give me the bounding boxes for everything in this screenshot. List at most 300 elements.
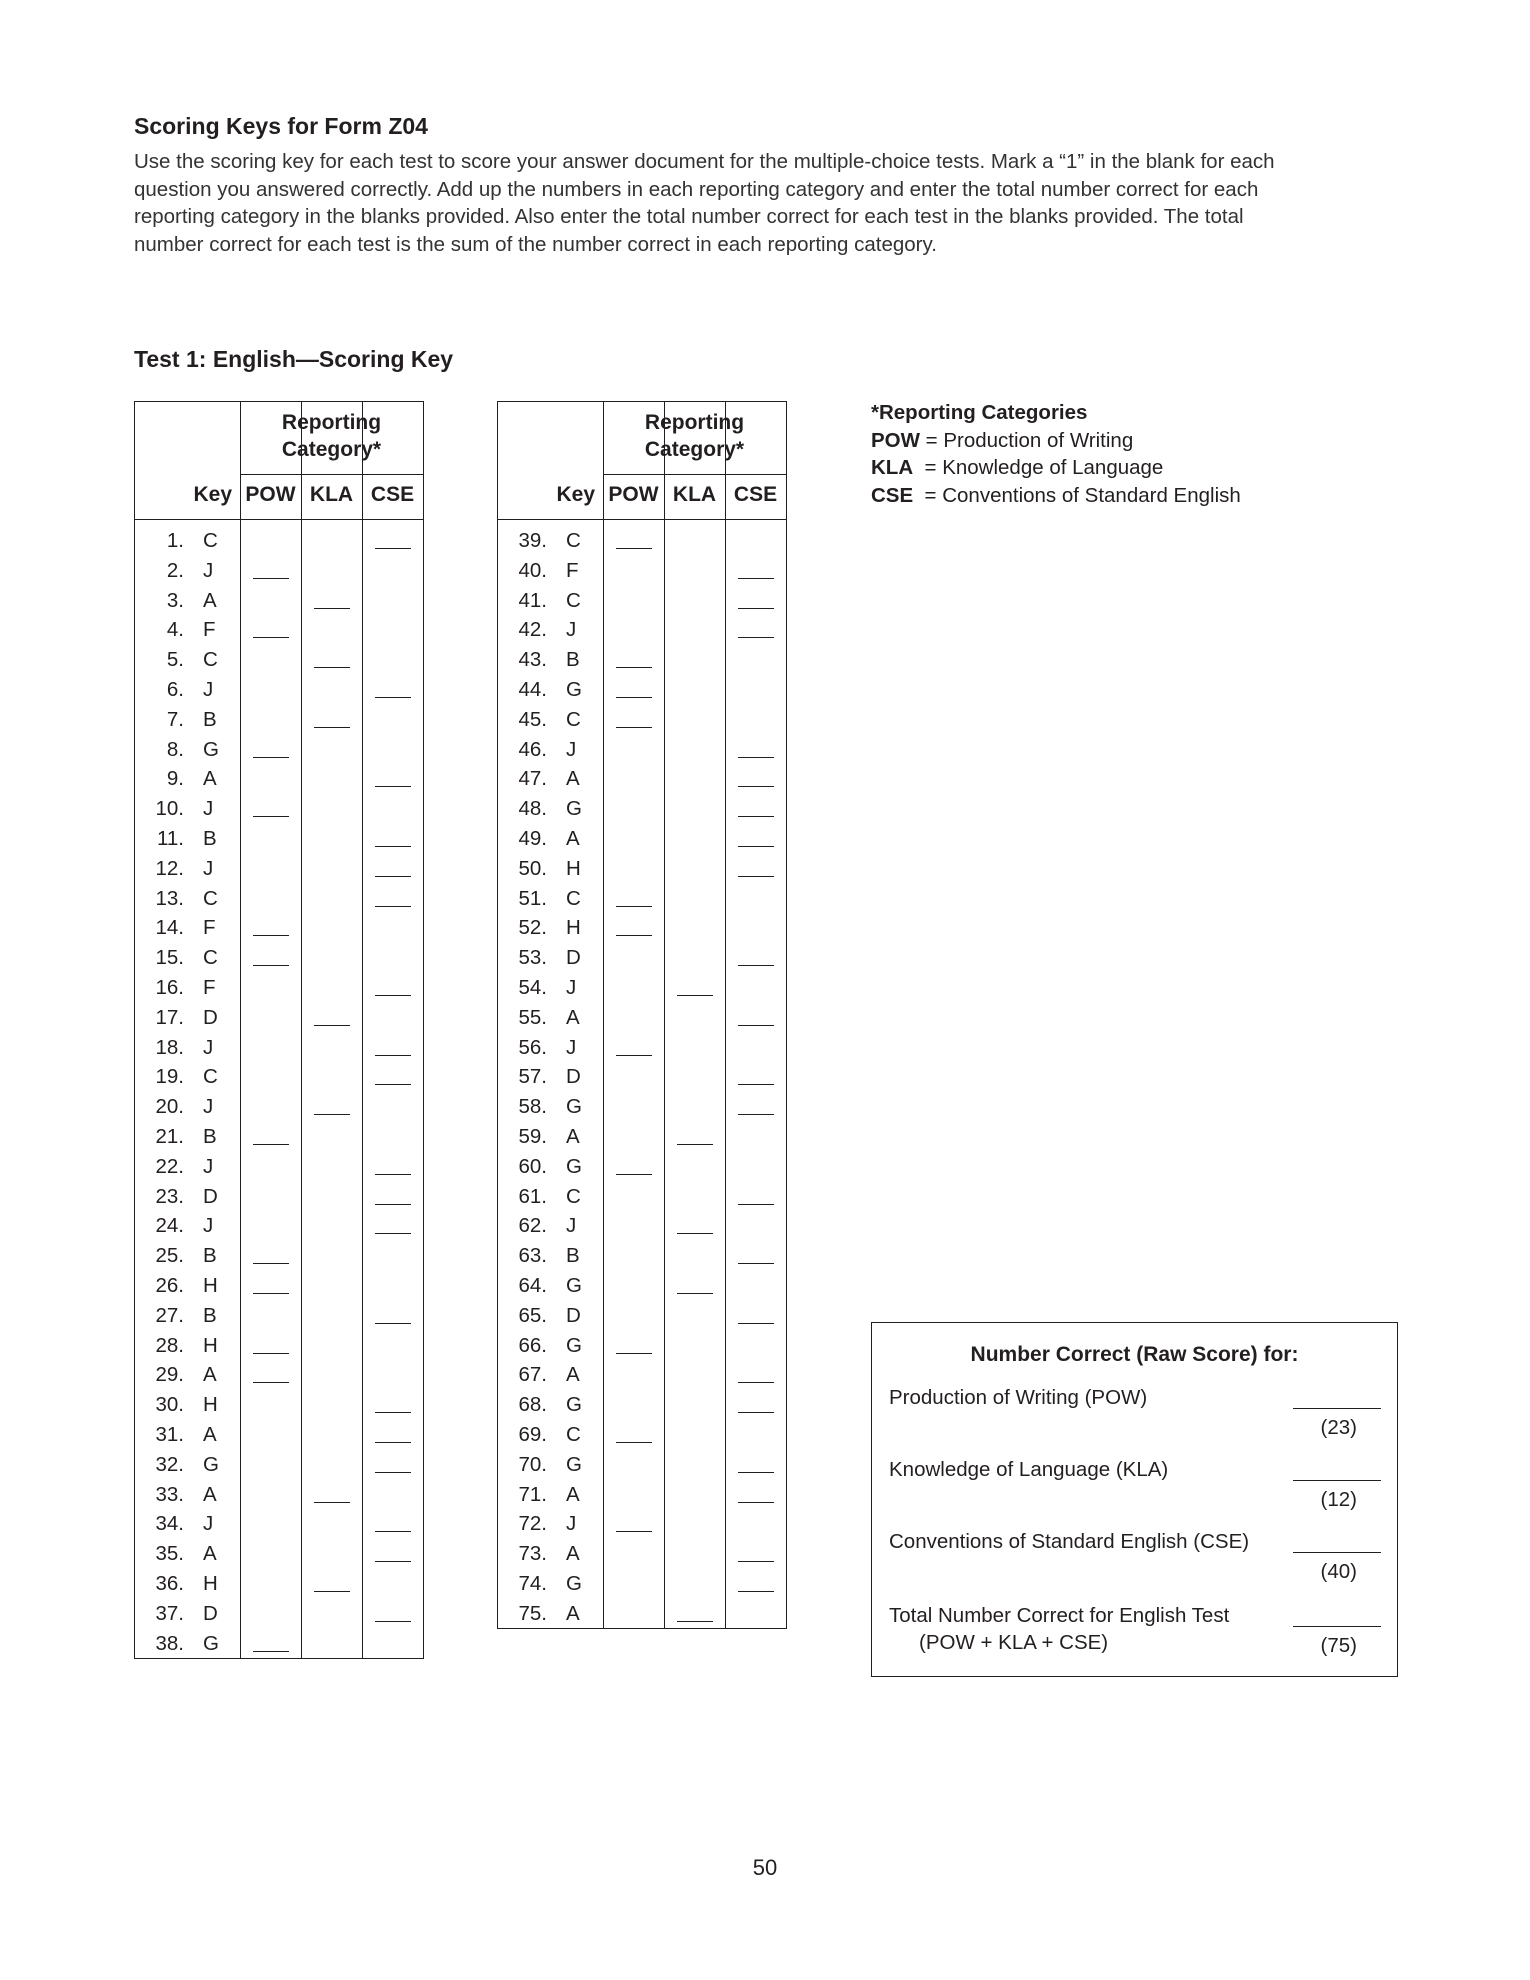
answer-key: J bbox=[203, 1154, 214, 1178]
answer-key: A bbox=[566, 767, 580, 791]
answer-key: C bbox=[203, 1065, 218, 1089]
legend-desc: = Knowledge of Language bbox=[913, 456, 1164, 479]
answer-blank-kla[interactable] bbox=[314, 727, 350, 728]
question-row bbox=[498, 1301, 786, 1331]
answer-blank-cse[interactable] bbox=[738, 1263, 774, 1264]
question-row bbox=[135, 1509, 423, 1539]
answer-blank-cse[interactable] bbox=[375, 1204, 411, 1205]
question-row bbox=[498, 586, 786, 616]
answer-blank-cse[interactable] bbox=[738, 786, 774, 787]
key-header: Key bbox=[556, 483, 595, 506]
answer-blank-pow[interactable] bbox=[616, 906, 652, 907]
question-number: 10. bbox=[155, 797, 184, 821]
pow-header: POW bbox=[245, 483, 296, 506]
answer-key: C bbox=[203, 886, 218, 910]
answer-blank-pow[interactable] bbox=[616, 1055, 652, 1056]
question-row bbox=[498, 675, 786, 705]
question-row bbox=[498, 1450, 786, 1480]
answer-key: B bbox=[203, 707, 217, 731]
answer-key: A bbox=[566, 1482, 580, 1506]
answer-key: C bbox=[566, 707, 581, 731]
answer-blank-pow[interactable] bbox=[253, 1144, 289, 1145]
answer-key: J bbox=[566, 1035, 577, 1059]
answer-key: B bbox=[203, 1125, 217, 1148]
answer-blank-pow[interactable] bbox=[616, 1442, 652, 1443]
question-number: 35. bbox=[155, 1542, 184, 1566]
page-title: Scoring Keys for Form Z04 bbox=[134, 113, 428, 139]
score-blank[interactable] bbox=[1293, 1552, 1381, 1553]
question-number: 28. bbox=[155, 1333, 184, 1357]
question-row bbox=[135, 854, 423, 884]
category-divider bbox=[240, 474, 423, 475]
question-number: 63. bbox=[518, 1244, 547, 1268]
answer-key: A bbox=[203, 1542, 217, 1566]
question-number: 3. bbox=[166, 588, 184, 612]
answer-key: D bbox=[566, 1303, 581, 1327]
scoring-key-table-1 bbox=[134, 401, 424, 1659]
answer-key: C bbox=[566, 1423, 581, 1446]
answer-key: J bbox=[203, 558, 214, 582]
legend-item-kla bbox=[871, 454, 1241, 482]
answer-key: G bbox=[566, 1333, 582, 1357]
answer-key: C bbox=[566, 886, 581, 910]
legend-item-cse bbox=[871, 482, 1241, 510]
question-row bbox=[498, 1390, 786, 1420]
question-number: 8. bbox=[166, 737, 184, 761]
answer-key: J bbox=[566, 1214, 577, 1238]
question-row bbox=[498, 1480, 786, 1510]
question-row bbox=[135, 884, 423, 914]
question-row bbox=[498, 1003, 786, 1033]
answer-blank-kla[interactable] bbox=[314, 1114, 350, 1115]
header-divider bbox=[498, 519, 786, 520]
answer-blank-kla[interactable] bbox=[677, 1293, 713, 1294]
score-blank[interactable] bbox=[1293, 1408, 1381, 1409]
question-number: 5. bbox=[166, 648, 184, 672]
answer-blank-cse[interactable] bbox=[375, 1561, 411, 1562]
question-row bbox=[135, 1092, 423, 1122]
question-row bbox=[498, 1152, 786, 1182]
question-row bbox=[135, 973, 423, 1003]
answer-key: B bbox=[203, 827, 217, 850]
answer-blank-pow[interactable] bbox=[253, 1263, 289, 1264]
answer-key: D bbox=[203, 1184, 218, 1208]
answer-blank-pow[interactable] bbox=[616, 935, 652, 936]
answer-blank-pow[interactable] bbox=[253, 1293, 289, 1294]
question-number: 71. bbox=[518, 1482, 547, 1506]
score-row-total bbox=[889, 1602, 1381, 1656]
answer-blank-pow[interactable] bbox=[616, 697, 652, 698]
score-max: (75) bbox=[1320, 1634, 1357, 1657]
answer-key: F bbox=[566, 558, 579, 582]
answer-key: H bbox=[203, 1572, 218, 1595]
answer-key: G bbox=[203, 1631, 219, 1655]
question-row bbox=[498, 1122, 786, 1152]
answer-blank-cse[interactable] bbox=[375, 1084, 411, 1085]
answer-key: A bbox=[203, 588, 217, 612]
question-row bbox=[135, 675, 423, 705]
question-row bbox=[135, 943, 423, 973]
answer-blank-pow[interactable] bbox=[253, 816, 289, 817]
question-row bbox=[498, 1062, 786, 1092]
answer-key: B bbox=[566, 1244, 580, 1268]
question-number: 40. bbox=[518, 558, 547, 582]
answer-key: B bbox=[203, 1244, 217, 1268]
question-number: 43. bbox=[518, 648, 547, 672]
question-number: 50. bbox=[518, 856, 547, 880]
answer-blank-cse[interactable] bbox=[738, 1084, 774, 1085]
question-number: 6. bbox=[166, 678, 184, 701]
answer-blank-kla[interactable] bbox=[677, 1233, 713, 1234]
answer-blank-cse[interactable] bbox=[375, 995, 411, 996]
question-row bbox=[135, 1062, 423, 1092]
question-number: 64. bbox=[518, 1274, 547, 1297]
legend-title: *Reporting Categories bbox=[871, 401, 1088, 424]
answer-blank-kla[interactable] bbox=[314, 1591, 350, 1592]
answer-blank-cse[interactable] bbox=[375, 786, 411, 787]
answer-blank-cse[interactable] bbox=[375, 1442, 411, 1443]
answer-blank-cse[interactable] bbox=[738, 816, 774, 817]
answer-blank-kla[interactable] bbox=[314, 667, 350, 668]
answer-key: J bbox=[203, 678, 214, 701]
question-row bbox=[498, 884, 786, 914]
score-row-cse bbox=[889, 1528, 1381, 1583]
reporting-category-header bbox=[603, 409, 786, 463]
answer-blank-kla[interactable] bbox=[314, 608, 350, 609]
answer-key: C bbox=[566, 529, 581, 552]
answer-blank-cse[interactable] bbox=[375, 1531, 411, 1532]
instructions-paragraph: Use the scoring key for each test to score your answer document for the multiple-choice tests. Mark a “1” in the blank for each question you answered correctly. Add up the numbers in each reporting category and enter the total number correct for each reporting category in the blanks provided. Also enter the total number correct for each test in the blanks provided. The total number correct for each test is the sum of the number correct in each reporting category. bbox=[134, 150, 1275, 256]
answer-blank-kla[interactable] bbox=[314, 1025, 350, 1026]
question-number: 48. bbox=[518, 797, 547, 821]
answer-key: J bbox=[203, 1214, 214, 1238]
question-number: 61. bbox=[518, 1184, 547, 1208]
answer-blank-pow[interactable] bbox=[616, 1531, 652, 1532]
question-number: 17. bbox=[155, 1005, 184, 1029]
answer-key: A bbox=[566, 1363, 580, 1387]
answer-key: B bbox=[566, 648, 580, 672]
question-row bbox=[135, 1211, 423, 1241]
answer-blank-pow[interactable] bbox=[253, 965, 289, 966]
page-number: 50 bbox=[752, 1855, 778, 1880]
question-row bbox=[498, 1539, 786, 1569]
question-number: 46. bbox=[518, 737, 547, 761]
question-number: 45. bbox=[518, 707, 547, 731]
answer-blank-cse[interactable] bbox=[738, 1204, 774, 1205]
question-row bbox=[135, 1331, 423, 1361]
answer-key: C bbox=[566, 1184, 581, 1208]
question-number: 75. bbox=[518, 1601, 547, 1625]
question-number: 29. bbox=[155, 1363, 184, 1387]
question-number: 12. bbox=[155, 856, 184, 880]
question-row bbox=[135, 735, 423, 765]
key-header: Key bbox=[193, 483, 232, 506]
answer-key: G bbox=[203, 1452, 219, 1476]
answer-blank-cse[interactable] bbox=[738, 876, 774, 877]
question-row bbox=[135, 1420, 423, 1450]
answer-blank-cse[interactable] bbox=[738, 1591, 774, 1592]
answer-key: H bbox=[203, 1333, 218, 1357]
answer-key: C bbox=[566, 588, 581, 612]
question-row bbox=[498, 1599, 786, 1629]
question-number: 19. bbox=[155, 1065, 184, 1089]
question-number: 24. bbox=[155, 1214, 184, 1238]
answer-key: D bbox=[566, 1065, 581, 1089]
score-row-pow bbox=[889, 1384, 1381, 1439]
answer-key: J bbox=[566, 976, 577, 999]
answer-key: F bbox=[203, 618, 216, 642]
answer-blank-pow[interactable] bbox=[253, 1382, 289, 1383]
answer-blank-pow[interactable] bbox=[253, 578, 289, 579]
answer-blank-cse[interactable] bbox=[738, 578, 774, 579]
answer-blank-pow[interactable] bbox=[616, 1174, 652, 1175]
question-number: 18. bbox=[155, 1035, 184, 1059]
question-row bbox=[498, 526, 786, 556]
question-number: 38. bbox=[155, 1631, 184, 1655]
answer-key: A bbox=[203, 1482, 217, 1506]
question-row bbox=[498, 764, 786, 794]
answer-blank-cse[interactable] bbox=[375, 906, 411, 907]
question-number: 47. bbox=[518, 767, 547, 791]
raw-score-title: Number Correct (Raw Score) for: bbox=[970, 1343, 1299, 1366]
answer-blank-cse[interactable] bbox=[738, 1502, 774, 1503]
reporting-header-line2: Category* bbox=[281, 438, 382, 461]
question-row bbox=[498, 556, 786, 586]
question-number: 32. bbox=[155, 1452, 184, 1476]
question-number: 55. bbox=[518, 1005, 547, 1029]
question-number: 34. bbox=[155, 1512, 184, 1536]
answer-blank-pow[interactable] bbox=[616, 667, 652, 668]
question-row bbox=[135, 705, 423, 735]
score-label: Conventions of Standard English (CSE) bbox=[889, 1530, 1250, 1553]
answer-key: G bbox=[566, 1393, 582, 1417]
answer-blank-pow[interactable] bbox=[253, 757, 289, 758]
question-row bbox=[498, 615, 786, 645]
question-row bbox=[498, 1033, 786, 1063]
answer-blank-kla[interactable] bbox=[677, 995, 713, 996]
question-row bbox=[498, 1331, 786, 1361]
answer-blank-cse[interactable] bbox=[738, 1412, 774, 1413]
question-number: 2. bbox=[166, 558, 184, 582]
question-row bbox=[498, 1092, 786, 1122]
answer-key: D bbox=[566, 946, 581, 970]
scoring-key-table-2 bbox=[497, 401, 787, 1629]
answer-blank-cse[interactable] bbox=[738, 1382, 774, 1383]
answer-blank-pow[interactable] bbox=[616, 1353, 652, 1354]
question-number: 54. bbox=[518, 976, 547, 999]
reporting-categories-legend bbox=[871, 399, 1241, 509]
legend-desc: = Conventions of Standard English bbox=[913, 483, 1241, 507]
question-row bbox=[135, 526, 423, 556]
legend-abbr: POW bbox=[871, 428, 920, 452]
question-row bbox=[135, 1033, 423, 1063]
question-number: 52. bbox=[518, 916, 547, 940]
answer-blank-pow[interactable] bbox=[253, 935, 289, 936]
question-number: 11. bbox=[157, 827, 184, 850]
question-number: 31. bbox=[155, 1423, 184, 1446]
answer-blank-cse[interactable] bbox=[375, 846, 411, 847]
question-number: 30. bbox=[155, 1393, 184, 1417]
question-row bbox=[135, 1301, 423, 1331]
question-row bbox=[135, 794, 423, 824]
question-row bbox=[135, 556, 423, 586]
question-row bbox=[498, 735, 786, 765]
answer-blank-cse[interactable] bbox=[738, 757, 774, 758]
answer-key: J bbox=[566, 1512, 577, 1536]
reporting-header-line1: Reporting bbox=[281, 411, 382, 434]
cse-header: CSE bbox=[733, 483, 778, 506]
answer-blank-cse[interactable] bbox=[738, 637, 774, 638]
answer-key: G bbox=[566, 1095, 582, 1119]
question-number: 65. bbox=[518, 1303, 547, 1327]
question-number: 27. bbox=[155, 1303, 184, 1327]
answer-blank-cse[interactable] bbox=[375, 1174, 411, 1175]
question-row bbox=[498, 943, 786, 973]
answer-key: H bbox=[203, 1274, 218, 1297]
answer-blank-cse[interactable] bbox=[738, 1561, 774, 1562]
question-row bbox=[498, 1509, 786, 1539]
answer-key: C bbox=[203, 648, 218, 672]
answer-key: G bbox=[566, 678, 582, 701]
answer-blank-cse[interactable] bbox=[375, 1323, 411, 1324]
question-row bbox=[498, 645, 786, 675]
question-number: 44. bbox=[518, 678, 547, 701]
answer-blank-kla[interactable] bbox=[677, 1144, 713, 1145]
question-number: 26. bbox=[155, 1274, 184, 1297]
score-label-formula: (POW + KLA + CSE) bbox=[919, 1631, 1109, 1654]
answer-key: G bbox=[566, 1154, 582, 1178]
question-row bbox=[135, 1241, 423, 1271]
question-number: 53. bbox=[518, 946, 547, 970]
answer-blank-cse[interactable] bbox=[375, 876, 411, 877]
question-number: 51. bbox=[518, 886, 547, 910]
question-number: 14. bbox=[155, 916, 184, 940]
question-number: 21. bbox=[155, 1125, 184, 1148]
answer-blank-cse[interactable] bbox=[375, 1621, 411, 1622]
answer-key: J bbox=[203, 1512, 214, 1536]
answer-key: D bbox=[203, 1005, 218, 1029]
answer-key: A bbox=[566, 1542, 580, 1566]
answer-blank-kla[interactable] bbox=[314, 1502, 350, 1503]
reporting-header-line2: Category* bbox=[644, 438, 745, 461]
question-number: 41. bbox=[518, 588, 547, 612]
question-number: 20. bbox=[155, 1095, 184, 1119]
answer-key: C bbox=[203, 946, 218, 970]
question-row bbox=[135, 645, 423, 675]
answer-key: J bbox=[203, 856, 214, 880]
question-row bbox=[135, 1629, 423, 1659]
answer-blank-cse[interactable] bbox=[375, 1233, 411, 1234]
question-number: 4. bbox=[166, 618, 184, 642]
question-row bbox=[135, 1539, 423, 1569]
question-number: 70. bbox=[518, 1452, 547, 1476]
question-row bbox=[135, 1569, 423, 1599]
question-row bbox=[498, 824, 786, 854]
question-row bbox=[498, 973, 786, 1003]
answer-key: A bbox=[566, 1005, 580, 1029]
pow-header: POW bbox=[608, 483, 659, 506]
answer-key: G bbox=[566, 1572, 582, 1595]
answer-blank-cse[interactable] bbox=[738, 846, 774, 847]
answer-key: H bbox=[566, 916, 581, 940]
answer-blank-cse[interactable] bbox=[738, 1114, 774, 1115]
question-row bbox=[135, 1360, 423, 1390]
question-row bbox=[135, 1182, 423, 1212]
question-number: 73. bbox=[518, 1542, 547, 1566]
answer-blank-cse[interactable] bbox=[738, 965, 774, 966]
answer-blank-cse[interactable] bbox=[738, 608, 774, 609]
question-row bbox=[498, 1211, 786, 1241]
question-number: 9. bbox=[166, 767, 184, 791]
answer-key: J bbox=[566, 618, 577, 642]
answer-key: B bbox=[203, 1303, 217, 1327]
answer-blank-cse[interactable] bbox=[375, 1412, 411, 1413]
legend-abbr: KLA bbox=[871, 456, 914, 479]
answer-blank-pow[interactable] bbox=[253, 637, 289, 638]
score-label: Knowledge of Language (KLA) bbox=[889, 1458, 1169, 1481]
kla-header: KLA bbox=[672, 483, 717, 506]
answer-blank-cse[interactable] bbox=[375, 1472, 411, 1473]
question-number: 7. bbox=[166, 707, 184, 731]
score-label: Production of Writing (POW) bbox=[889, 1386, 1148, 1409]
section-title: Test 1: English—Scoring Key bbox=[134, 346, 454, 372]
answer-key: A bbox=[566, 827, 580, 850]
answer-key: G bbox=[203, 737, 219, 761]
question-row bbox=[135, 824, 423, 854]
answer-blank-pow[interactable] bbox=[616, 727, 652, 728]
reporting-header-line1: Reporting bbox=[644, 411, 745, 434]
question-number: 69. bbox=[518, 1423, 547, 1446]
question-number: 39. bbox=[518, 529, 547, 552]
question-number: 42. bbox=[518, 618, 547, 642]
question-number: 25. bbox=[155, 1244, 184, 1268]
kla-header: KLA bbox=[309, 483, 354, 506]
answer-blank-kla[interactable] bbox=[677, 1621, 713, 1622]
question-number: 60. bbox=[518, 1154, 547, 1178]
question-row bbox=[135, 1450, 423, 1480]
answer-key: A bbox=[566, 1125, 580, 1148]
answer-blank-cse[interactable] bbox=[375, 1055, 411, 1056]
answer-key: H bbox=[566, 856, 581, 880]
question-row bbox=[135, 913, 423, 943]
category-divider bbox=[603, 474, 786, 475]
answer-blank-cse[interactable] bbox=[375, 548, 411, 549]
question-row bbox=[135, 1122, 423, 1152]
answer-blank-pow[interactable] bbox=[616, 548, 652, 549]
answer-key: A bbox=[203, 767, 217, 791]
answer-blank-pow[interactable] bbox=[253, 1353, 289, 1354]
question-row bbox=[498, 1241, 786, 1271]
question-row bbox=[498, 1420, 786, 1450]
question-row bbox=[498, 794, 786, 824]
answer-blank-pow[interactable] bbox=[253, 1651, 289, 1652]
question-row bbox=[498, 1182, 786, 1212]
question-row bbox=[135, 1480, 423, 1510]
question-row bbox=[135, 764, 423, 794]
score-blank[interactable] bbox=[1293, 1626, 1381, 1627]
answer-blank-cse[interactable] bbox=[738, 1472, 774, 1473]
score-blank[interactable] bbox=[1293, 1480, 1381, 1481]
answer-key: G bbox=[566, 1274, 582, 1297]
answer-blank-cse[interactable] bbox=[738, 1323, 774, 1324]
answer-key: F bbox=[203, 976, 216, 999]
score-max: (40) bbox=[1320, 1560, 1357, 1583]
answer-blank-cse[interactable] bbox=[375, 697, 411, 698]
question-row bbox=[135, 1390, 423, 1420]
answer-blank-cse[interactable] bbox=[738, 1025, 774, 1026]
raw-score-box bbox=[871, 1322, 1398, 1677]
question-number: 59. bbox=[518, 1125, 547, 1148]
